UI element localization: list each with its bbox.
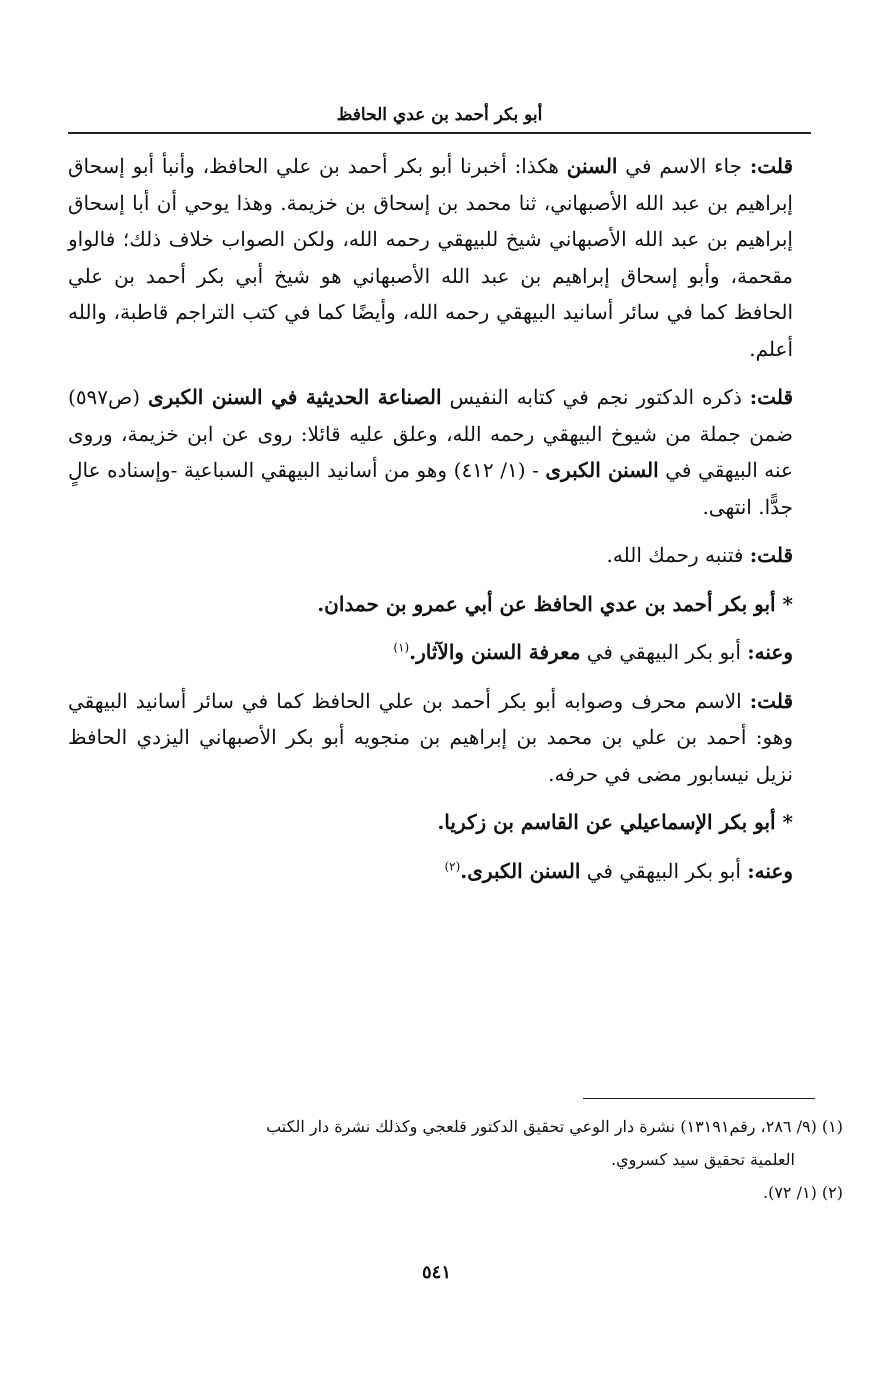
lead-word: قلت:: [749, 543, 793, 567]
book-title: معرفة السنن والآثار.: [409, 640, 581, 664]
footnote-ref[interactable]: (٢): [444, 858, 461, 873]
lead-word: قلت:: [749, 385, 793, 409]
footnote-divider: [583, 1098, 815, 1099]
running-header: أبو بكر أحمد بن عدي الحافظ: [68, 100, 811, 134]
body-text: [68, 148, 815, 889]
footnotes: [64, 1110, 843, 1209]
footnote-2: (٢) (١/ ٧٢).: [762, 1183, 843, 1202]
paragraph-text: جاء الاسم في: [617, 154, 750, 178]
book-title: السنن الكبرى: [545, 458, 659, 482]
lead-word: وعنه:: [747, 640, 793, 664]
paragraph-text: أبو بكر البيهقي في: [580, 640, 748, 664]
entry-heading-1: * أبو بكر أحمد بن عدي الحافظ عن أبي عمرو بن حمدان.: [317, 591, 793, 616]
lead-word: قلت:: [749, 154, 794, 178]
paragraph-text: (ص٥٩٧) ضمن جملة من شيوخ البيهقي رحمه الله، وعلق عليه قائلا: روى عن ابن خزيمة، وروى عنه البيهقي في: [68, 385, 794, 482]
footnote-1-continued: العلمية تحقيق سيد كسروي.: [611, 1150, 795, 1169]
paragraph-2: [68, 379, 815, 525]
footnote-1: (١) (٩/ ٢٨٦، رقم١٣١٩١) نشرة دار الوعي تحقيق الدكتور قلعجي وكذلك نشرة دار الكتب: [266, 1117, 843, 1136]
paragraph-text: - (١/ ٤١٢) وهو من أسانيد البيهقي السباعية -وإسناده عالٍ جدًّا. انتهى.: [68, 458, 793, 519]
entry-heading-2: * أبو بكر الإسماعيلي عن القاسم بن زكريا.: [437, 810, 793, 834]
paragraph-5: [68, 683, 815, 793]
paragraph-1: [68, 148, 815, 367]
footnote-ref[interactable]: (١): [393, 640, 410, 655]
paragraph-text: ذكره الدكتور نجم في كتابه النفيس: [441, 385, 750, 409]
page-number: ٥٤١: [421, 1262, 451, 1283]
book-title: الصناعة الحديثية في السنن الكبرى: [147, 385, 442, 409]
book-title: السنن الكبرى.: [460, 858, 581, 883]
paragraph-3: [68, 537, 815, 574]
paragraph-4: [68, 634, 815, 671]
paragraph-text: فتنبه رحمك الله.: [606, 543, 750, 567]
paragraph-6: [68, 853, 815, 890]
lead-word: قلت:: [749, 688, 793, 713]
paragraph-text: أبو بكر البيهقي في: [580, 858, 748, 883]
lead-word: وعنه:: [747, 858, 793, 883]
paragraph-text: هكذا: أخبرنا أبو بكر أحمد بن علي الحافظ، وأنبأ أبو إسحاق إبراهيم بن عبد الله الأصبهاني، ثنا محمد بن إسحاق بن خزيمة. وهذا يوحي أن أبا إسحاق إبراهيم بن عبد الله الأصبهاني شيخ للبيهقي رحمه الله، ولكن الصواب خلاف ذلك؛ فالواو مقحمة، وأبو إسحاق إبراهيم بن عبد الله الأصبهاني هو شيخ أبي بكر أحمد بن علي الحافظ كما في سائر أسانيد البيهقي رحمه الله، وأيضًا كما في كتب التراجم قاطبة، والله أعلم.: [68, 154, 793, 361]
book-title: السنن: [566, 154, 618, 178]
paragraph-text: الاسم محرف وصوابه أبو بكر أحمد بن علي الحافظ كما في سائر أسانيد البيهقي وهو: أحمد بن علي بن محمد بن إبراهيم بن منجويه أبو بكر الأصبهاني اليزدي الحافظ نزيل نيسابور مضى في حرفه.: [68, 688, 793, 786]
